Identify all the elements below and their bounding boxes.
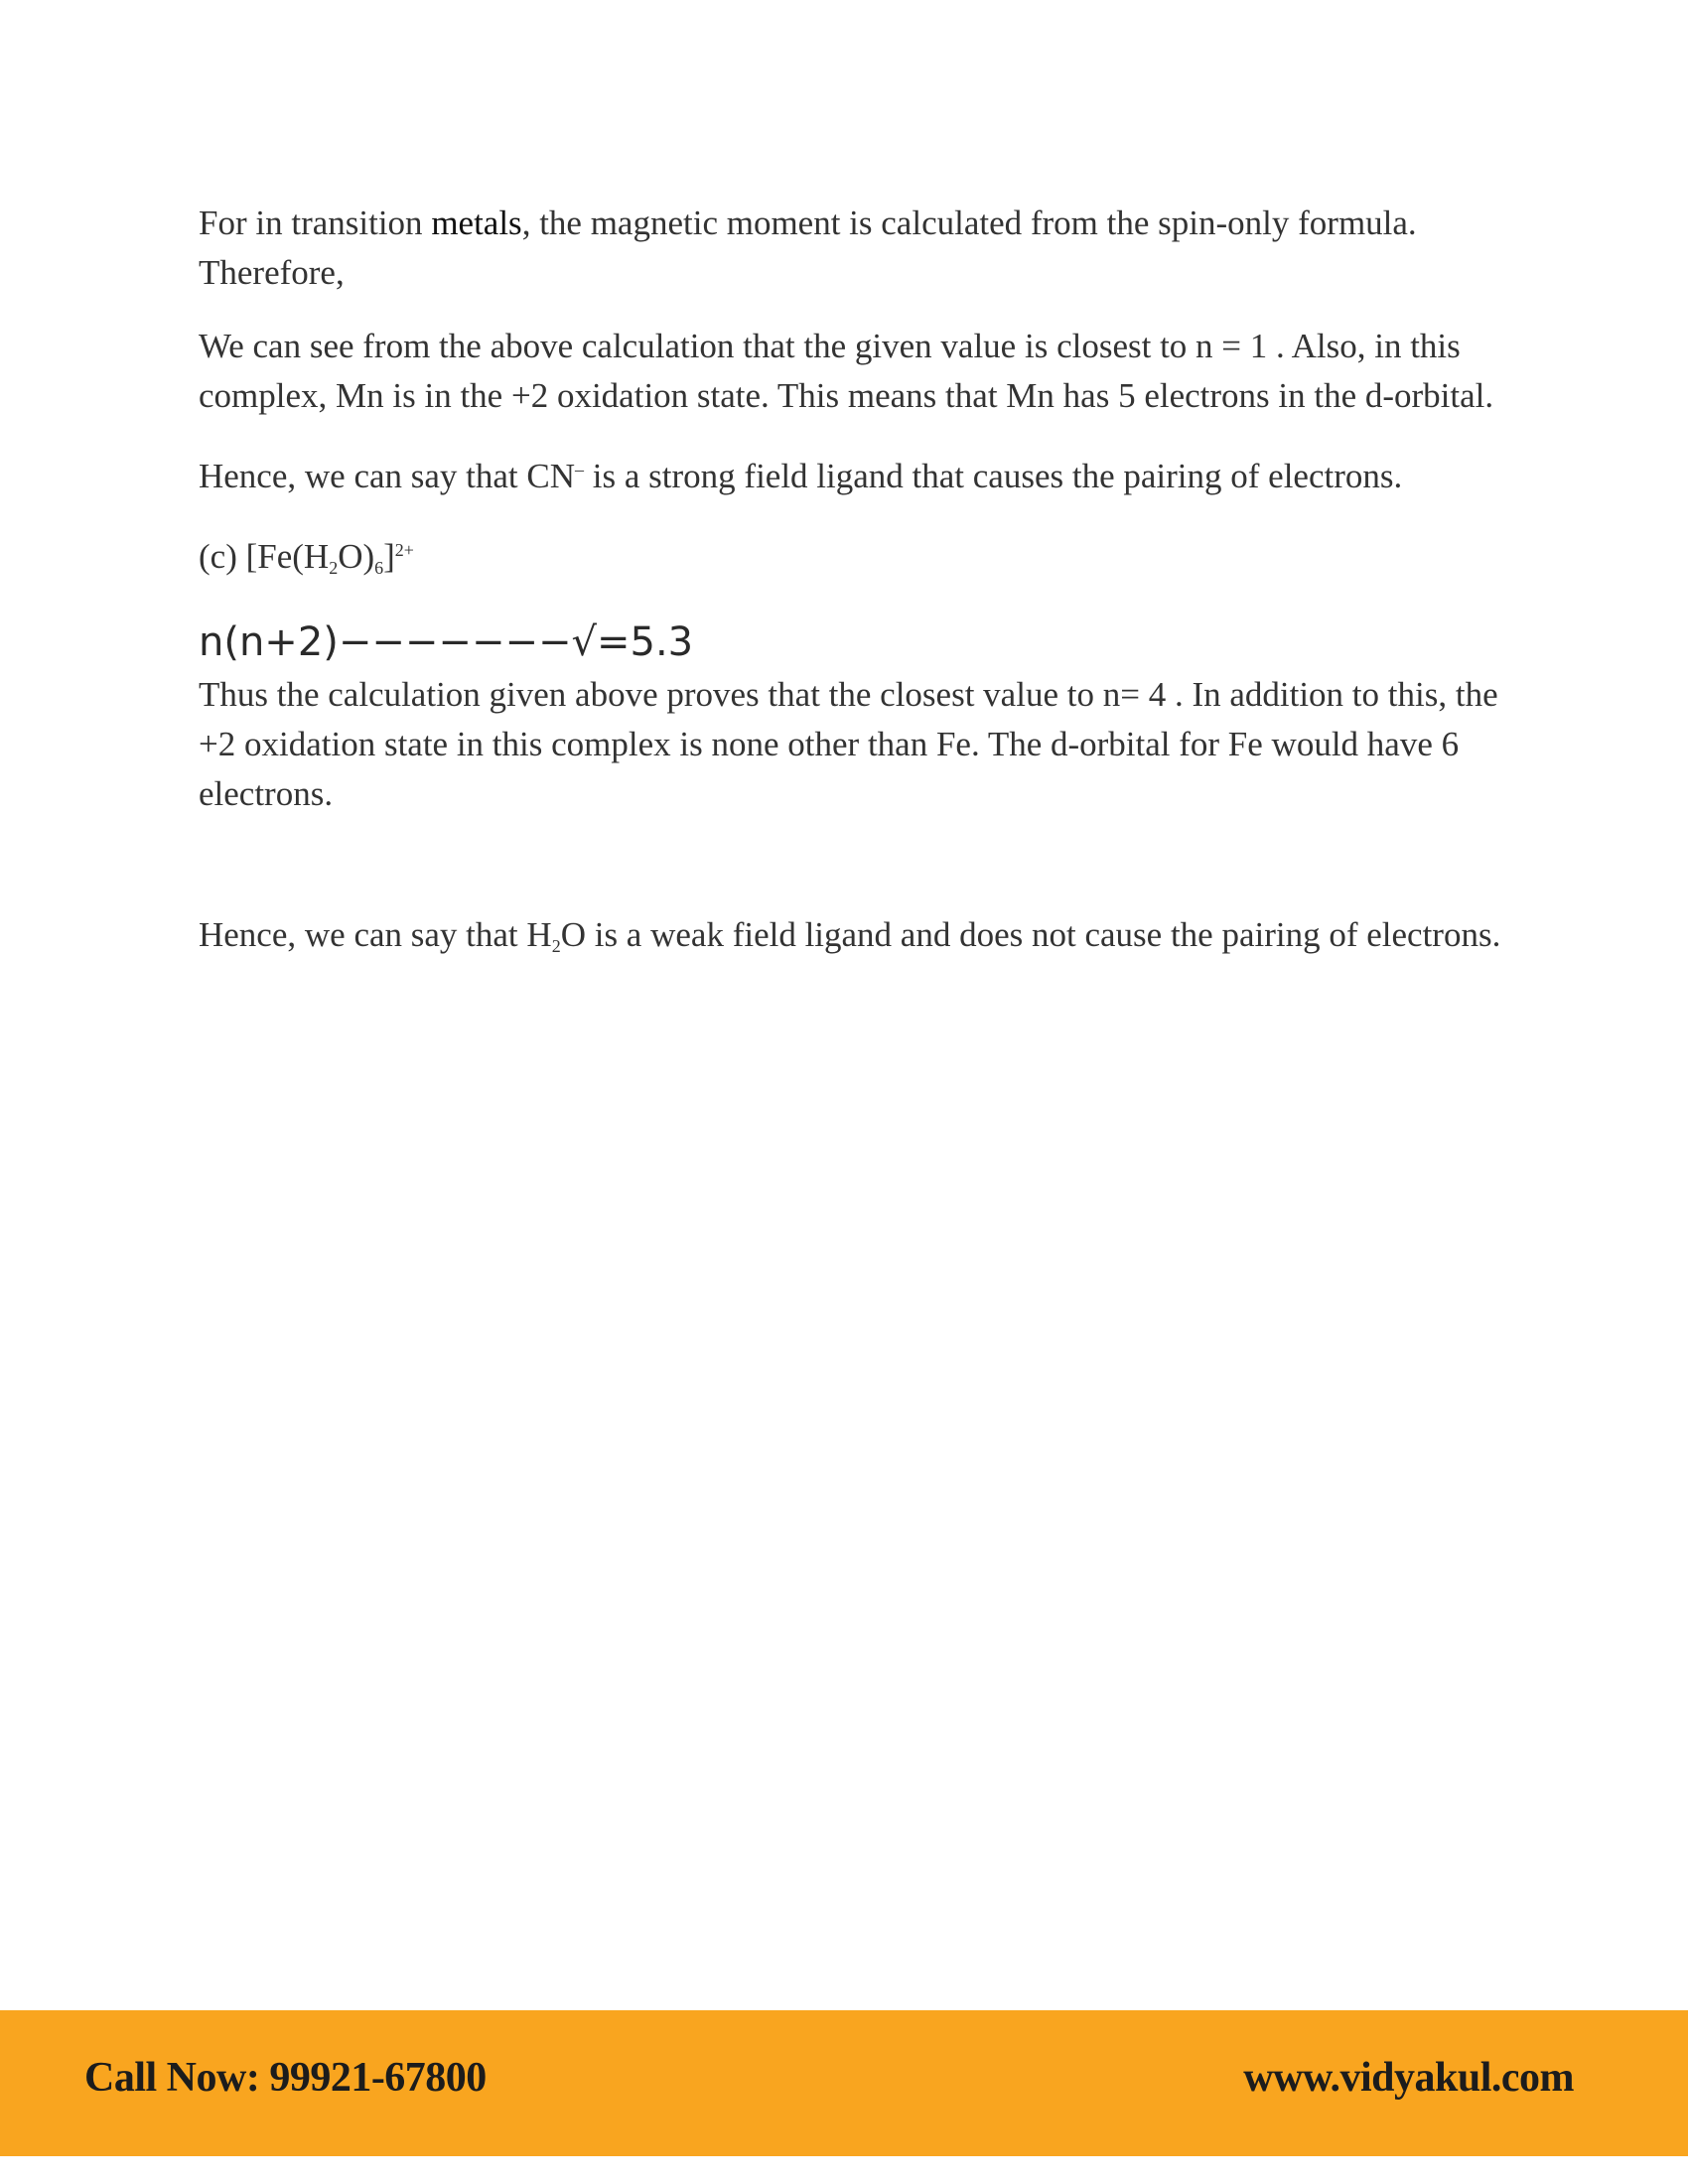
part-c-subscript-2: 2 [329,558,339,578]
intro-text-start: For in transition [199,204,432,242]
h2o-text-end: O is a weak field ligand and does not cause the pairing of electrons. [560,915,1501,954]
fe-calculation-paragraph: Thus the calculation given above proves that the closest value to n= 4 . In addition to this, the +2 oxidation state in this complex is none other than Fe. The d-orbital for Fe would have 6 electrons. [199,675,1498,813]
therefore-line: Therefore, [199,253,345,292]
h2o-subscript-2: 2 [551,936,561,956]
part-c-text-1: (c) [Fe(H [199,537,330,576]
website-link[interactable]: www.vidyakul.com [1243,2055,1574,2101]
part-c-text-2: O) [338,537,375,576]
intro-paragraph [199,199,1509,248]
document-body [199,199,1509,971]
cn-text-end: is a strong field ligand that causes the pairing of electrons. [584,457,1403,495]
part-c-charge-superscript: 2+ [394,540,414,560]
h2o-ligand-paragraph [199,910,1509,971]
magnetic-moment-formula: n(n+2)−−−−−−−√=5.3 [199,619,694,665]
footer-banner [0,2010,1688,2156]
part-c-subscript-6: 6 [374,558,384,578]
intro-text-end: , the magnetic moment is calculated from the spin-only formula. [521,204,1417,242]
h2o-text-start: Hence, we can say that H [199,915,552,954]
part-c-heading [199,525,1509,593]
cn-charge-superscript: – [575,460,585,479]
cn-text-start: Hence, we can say that CN [199,457,576,495]
metals-link-text: metals [431,204,522,242]
part-c-text-3: ] [383,537,395,576]
call-now-phone[interactable]: Call Now: 99921-67800 [84,2055,487,2101]
mn-calculation-paragraph: We can see from the above calculation that the given value is closest to n = 1 . Also, in this complex, Mn is in the +2 oxidation state. This means that Mn has 5 electrons in the d-orbital. [199,327,1494,415]
cn-ligand-paragraph [199,445,1509,501]
